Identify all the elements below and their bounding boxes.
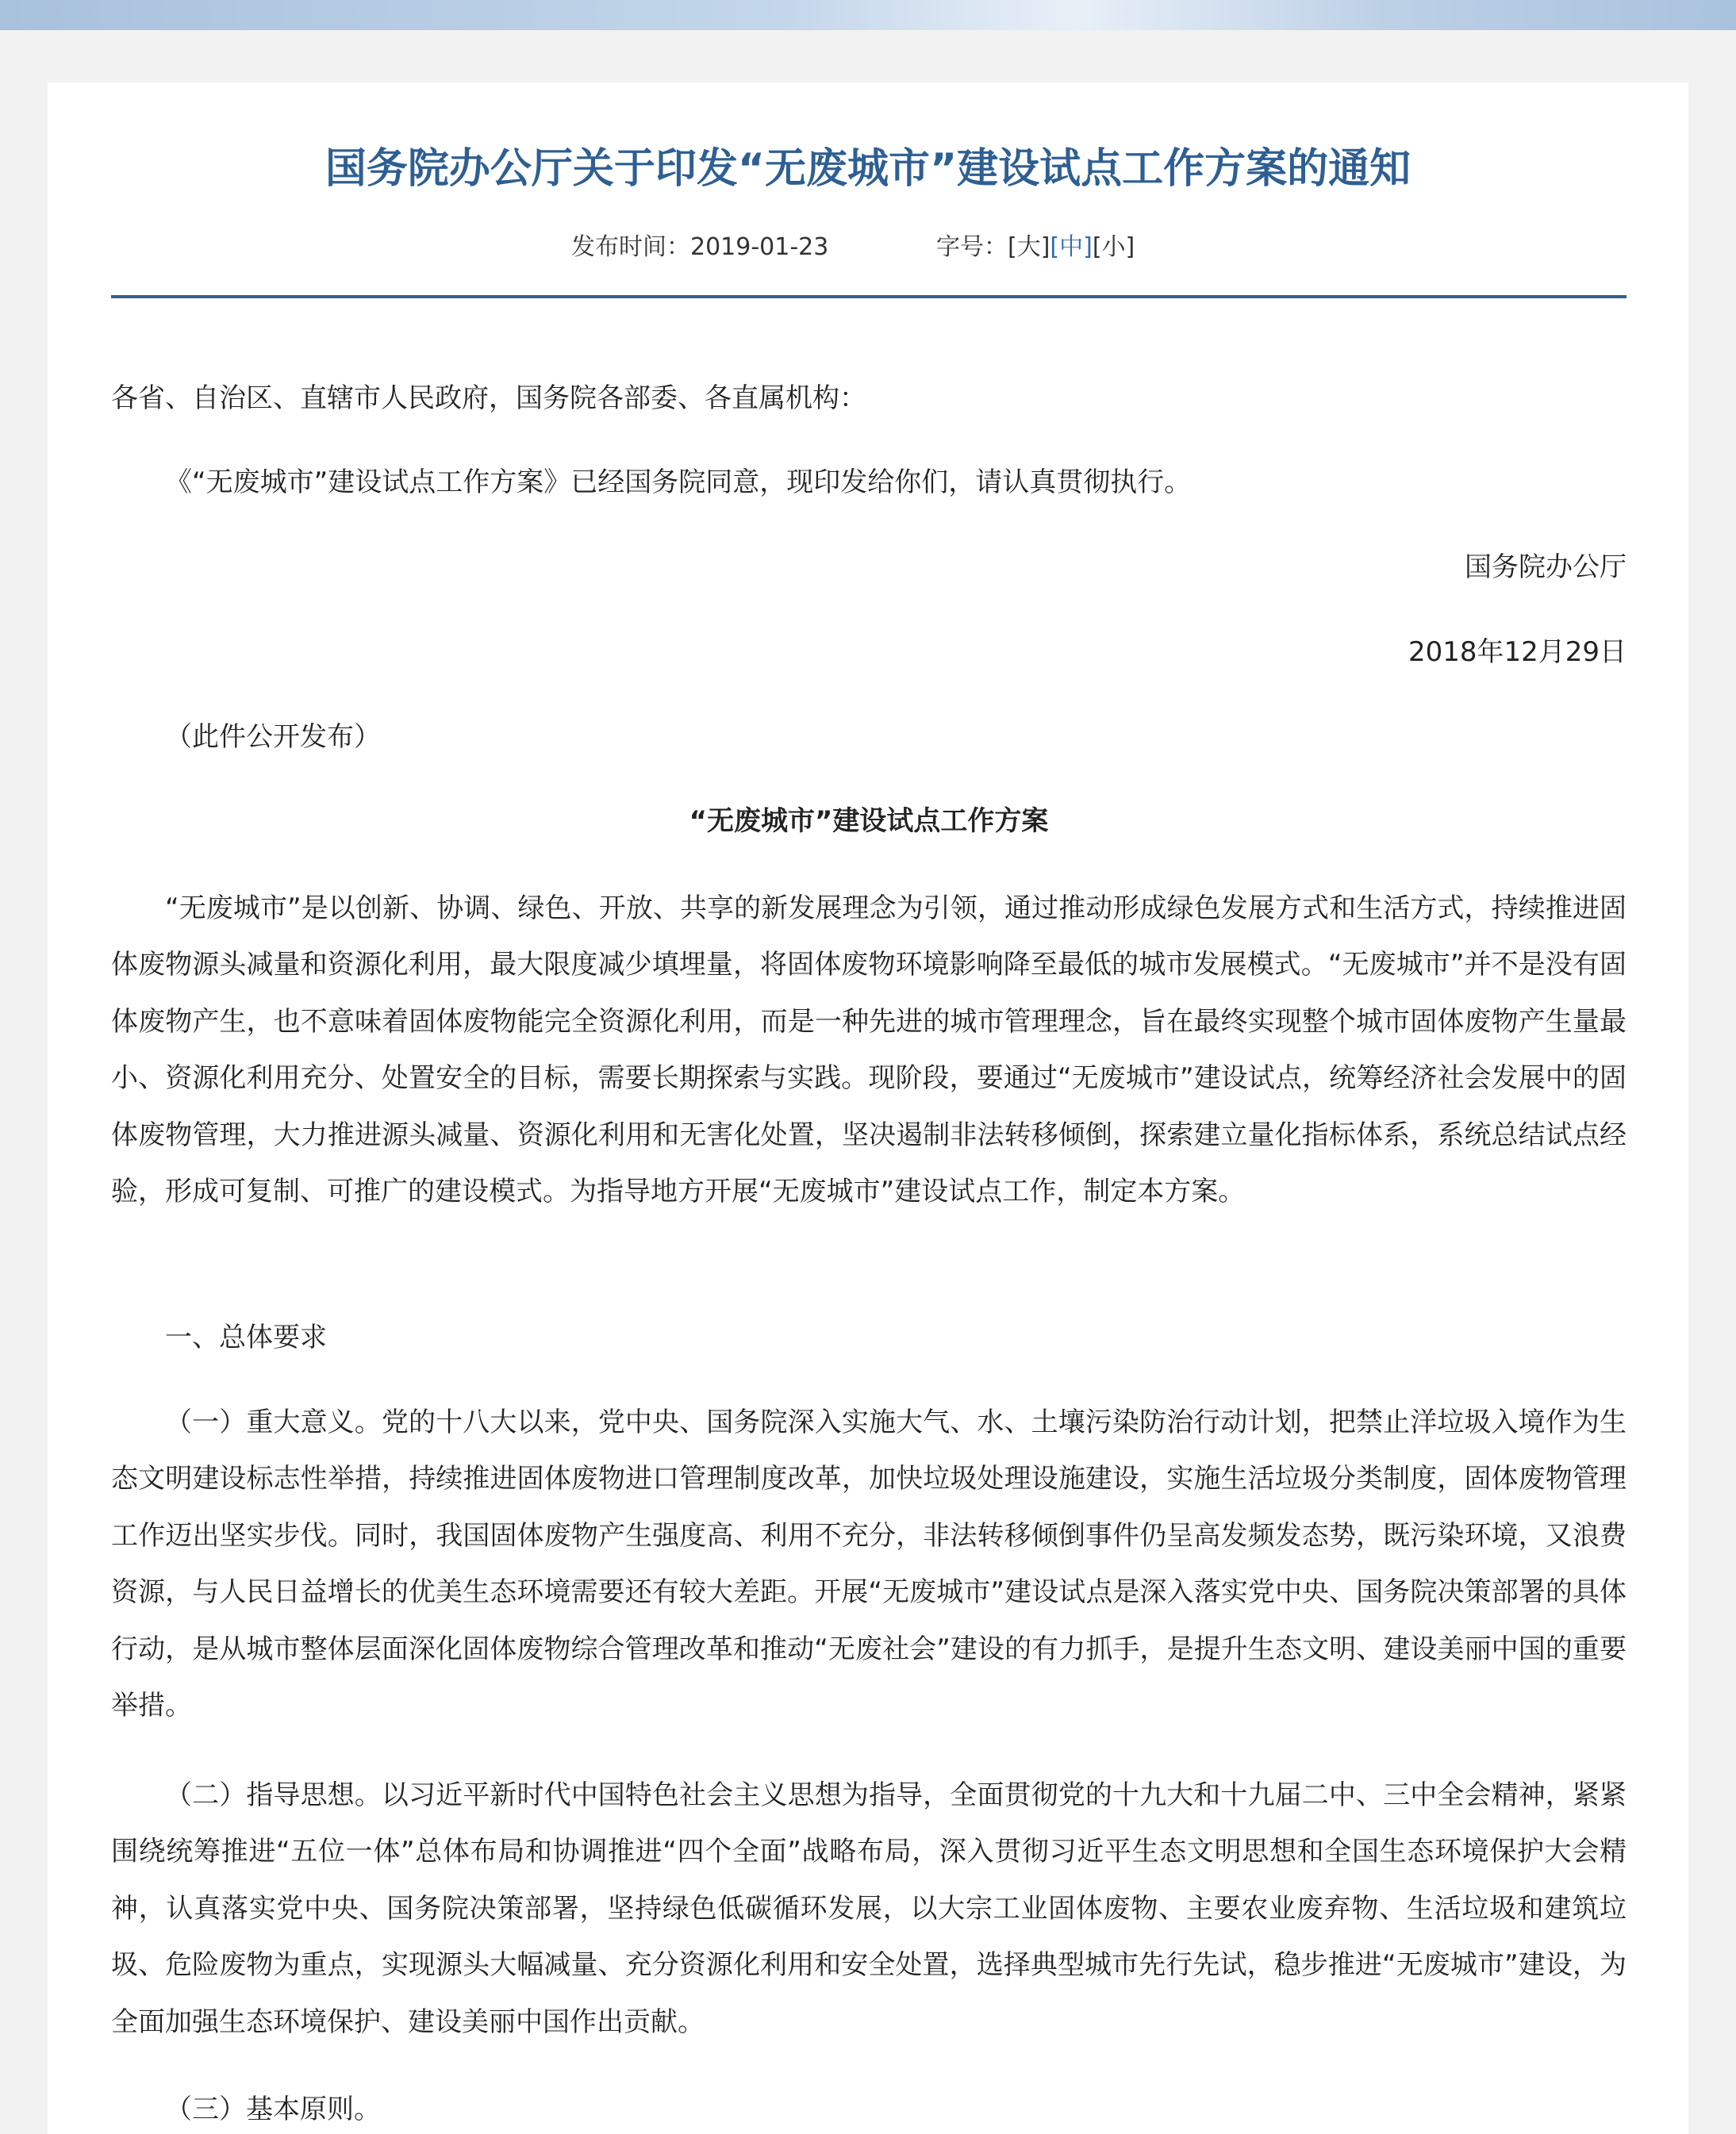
font-size-medium-link[interactable]: [中] [1050,233,1093,261]
publish-info [571,228,828,267]
font-size-switcher [936,228,1135,267]
principles-heading: （三）基本原则。 [165,2094,381,2125]
font-size-label: 字号： [936,233,1008,261]
public-note: （此件公开发布） [165,721,381,753]
notice-text: 《“无废城市”建设试点工作方案》已经国务院同意，现印发给你们，请认真贯彻执行。 [165,466,1192,498]
page-title: 国务院办公厅关于印发“无废城市”建设试点工作方案的通知 [325,145,1411,193]
plan-title: “无废城市”建设试点工作方案 [689,805,1049,837]
intro-paragraph: “无废城市”是以创新、协调、绿色、开放、共享的新发展理念为引领，通过推动形成绿色发展方式和生活方式，持续推进固体废物源头减量和资源化利用，最大限度减少填埋量，将固体废物环境影响降至最低的城市发展模式。“无废城市”并不是没有固体废物产生，也不意味着固体废物能完全资源化利用，而是一种先进的城市管理理念，旨在最终实现整个城市固体废物产生量最小、资源化利用充分、处置安全的目标，需要长期探索与实践。现阶段，要通过“无废城市”建设试点，统筹经济社会发展中的固体废物管理，大力推进源头减量、资源化利用和无害化处置，坚决遏制非法转移倾倒，探索建立量化指标体系，系统总结试点经验，形成可复制、可推广的建设模式。为指导地方开展“无废城市”建设试点工作，制定本方案。 [111,892,1627,1208]
title-divider [111,295,1627,298]
publish-date: 2019-01-23 [690,233,829,261]
section-heading: 一、总体要求 [165,1322,327,1353]
publish-label: 发布时间： [571,233,690,261]
font-size-small-link[interactable]: [小] [1092,233,1135,261]
issuer: 国务院办公厅 [1465,551,1627,583]
font-size-large-link[interactable]: [大] [1008,233,1050,261]
significance-paragraph: （一）重大意义。党的十八大以来，党中央、国务院深入实施大气、水、土壤污染防治行动计划，把禁止洋垃圾入境作为生态文明建设标志性举措，持续推进固体废物进口管理制度改革，加快垃圾处理设施建设，实施生活垃圾分类制度，固体废物管理工作迈出坚实步伐。同时，我国固体废物产生强度高、利用不充分，非法转移倾倒事件仍呈高发频发态势，既污染环境，又浪费资源，与人民日益增长的优美生态环境需要还有较大差距。开展“无废城市”建设试点是深入落实党中央、国务院决策部署的具体行动，是从城市整体层面深化固体废物综合管理改革和推动“无废社会”建设的有力抓手，是提升生态文明、建设美丽中国的重要举措。 [111,1407,1627,1722]
guiding-thought-paragraph: （二）指导思想。以习近平新时代中国特色社会主义思想为指导，全面贯彻党的十九大和十九届二中、三中全会精神，紧紧围绕统筹推进“五位一体”总体布局和协调推进“四个全面”战略布局，深入贯彻习近平生态文明思想和全国生态环境保护大会精神，认真落实党中央、国务院决策部署，坚持绿色低碳循环发展，以大宗工业固体废物、主要农业废弃物、生活垃圾和建筑垃圾、危险废物为重点，实现源头大幅减量、充分资源化利用和安全处置，选择典型城市先行先试，稳步推进“无废城市”建设，为全面加强生态环境保护、建设美丽中国作出贡献。 [111,1779,1627,2038]
top-banner [0,0,1736,30]
issue-date: 2018年12月29日 [1408,636,1627,668]
salutation: 各省、自治区、直辖市人民政府，国务院各部委、各直属机构： [111,382,866,414]
